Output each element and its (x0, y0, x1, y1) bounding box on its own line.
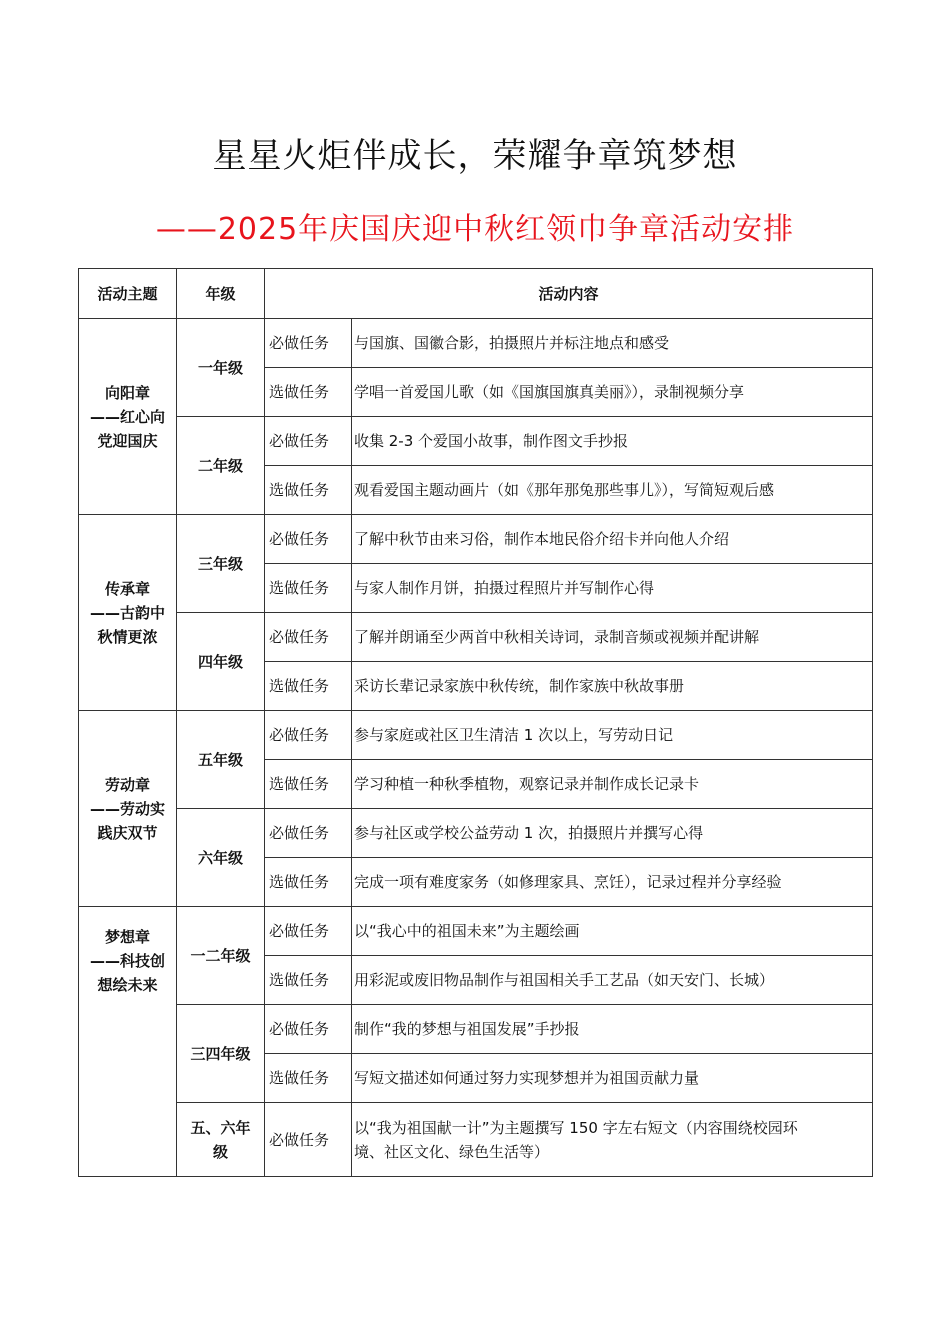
table-row (79, 1005, 873, 1054)
table-header-row (79, 269, 873, 319)
header-theme: 活动主题 (79, 269, 177, 319)
header-grade: 年级 (177, 269, 265, 319)
grade-cell: 二年级 (177, 417, 265, 515)
grade-cell (177, 1103, 265, 1177)
theme-sub: ——劳动实 (89, 799, 165, 818)
task-content-cell: 以“我心中的祖国未来”为主题绘画 (352, 907, 873, 956)
task-type-cell: 选做任务 (265, 760, 352, 809)
grade-cell: 六年级 (177, 809, 265, 907)
table-row (79, 711, 873, 760)
task-type-cell: 必做任务 (265, 1103, 352, 1177)
grade-cell: 五年级 (177, 711, 265, 809)
task-type-cell: 选做任务 (265, 662, 352, 711)
task-line: 以“我为祖国献一计”为主题撰写 150 字左右短文（内容围绕校园环 (354, 1118, 798, 1137)
task-type-cell: 选做任务 (265, 564, 352, 613)
theme-sub: 践庆双节 (97, 823, 158, 842)
grade-cell: 三四年级 (177, 1005, 265, 1103)
theme-sub: ——红心向 (89, 407, 165, 426)
table-row (79, 809, 873, 858)
header-content: 活动内容 (265, 269, 873, 319)
task-type-cell: 选做任务 (265, 1054, 352, 1103)
table-row (79, 907, 873, 956)
grade-line: 级 (212, 1142, 228, 1161)
grade-cell: 四年级 (177, 613, 265, 711)
task-type-cell: 选做任务 (265, 368, 352, 417)
theme-name: 梦想章 (104, 928, 150, 946)
grade-cell: 一年级 (177, 319, 265, 417)
theme-sub: 想绘未来 (97, 976, 158, 994)
page-title: 星星火炬伴成长，荣耀争章筑梦想 (212, 136, 738, 176)
task-content-cell: 与家人制作月饼，拍摄过程照片并写制作心得 (352, 564, 873, 613)
grade-cell: 一二年级 (177, 907, 265, 1005)
activity-table (78, 268, 873, 1177)
task-type-cell: 必做任务 (265, 417, 352, 466)
task-content-cell: 参与社区或学校公益劳动 1 次，拍摄照片并撰写心得 (352, 809, 873, 858)
task-type-cell: 选做任务 (265, 858, 352, 907)
theme-cell (79, 319, 177, 515)
table-row (79, 613, 873, 662)
task-content-cell: 与国旗、国徽合影，拍摄照片并标注地点和感受 (352, 319, 873, 368)
task-content-cell: 了解并朗诵至少两首中秋相关诗词，录制音频或视频并配讲解 (352, 613, 873, 662)
theme-cell (79, 515, 177, 711)
grade-cell: 三年级 (177, 515, 265, 613)
task-content-cell: 制作“我的梦想与祖国发展”手抄报 (352, 1005, 873, 1054)
task-type-cell: 选做任务 (265, 466, 352, 515)
theme-sub: ——科技创 (89, 952, 165, 970)
task-type-cell: 选做任务 (265, 956, 352, 1005)
theme-sub: ——古韵中 (89, 603, 165, 622)
task-type-cell: 必做任务 (265, 613, 352, 662)
table-row (79, 1103, 873, 1177)
page-subtitle: ——2025年庆国庆迎中秋红领巾争章活动安排 (155, 212, 795, 247)
task-type-cell: 必做任务 (265, 809, 352, 858)
task-content-cell: 学唱一首爱国儿歌（如《国旗国旗真美丽》），录制视频分享 (352, 368, 873, 417)
task-content-cell: 完成一项有难度家务（如修理家具、烹饪），记录过程并分享经验 (352, 858, 873, 907)
theme-sub: 党迎国庆 (97, 431, 158, 450)
theme-name: 传承章 (104, 579, 150, 598)
task-content-cell (352, 1103, 873, 1177)
task-type-cell: 必做任务 (265, 711, 352, 760)
task-line: 境、社区文化、绿色生活等） (354, 1142, 550, 1161)
task-type-cell: 必做任务 (265, 907, 352, 956)
task-type-cell: 必做任务 (265, 515, 352, 564)
task-content-cell: 采访长辈记录家族中秋传统，制作家族中秋故事册 (352, 662, 873, 711)
task-content-cell: 学习种植一种秋季植物，观察记录并制作成长记录卡 (352, 760, 873, 809)
task-type-cell: 必做任务 (265, 1005, 352, 1054)
task-content-cell: 收集 2-3 个爱国小故事，制作图文手抄报 (352, 417, 873, 466)
table-row (79, 319, 873, 368)
table-row (79, 417, 873, 466)
task-content-cell: 写短文描述如何通过努力实现梦想并为祖国贡献力量 (352, 1054, 873, 1103)
task-content-cell: 了解中秋节由来习俗，制作本地民俗介绍卡并向他人介绍 (352, 515, 873, 564)
theme-cell (79, 711, 177, 907)
table-row (79, 515, 873, 564)
theme-name: 向阳章 (104, 383, 150, 402)
theme-name: 劳动章 (104, 775, 150, 794)
task-type-cell: 必做任务 (265, 319, 352, 368)
task-content-cell: 观看爱国主题动画片（如《那年那兔那些事儿》），写简短观后感 (352, 466, 873, 515)
theme-sub: 秋情更浓 (97, 627, 158, 646)
grade-line: 五、六年 (190, 1118, 251, 1137)
task-content-cell: 参与家庭或社区卫生清洁 1 次以上，写劳动日记 (352, 711, 873, 760)
theme-cell (79, 907, 177, 1177)
task-content-cell: 用彩泥或废旧物品制作与祖国相关手工艺品（如天安门、长城） (352, 956, 873, 1005)
